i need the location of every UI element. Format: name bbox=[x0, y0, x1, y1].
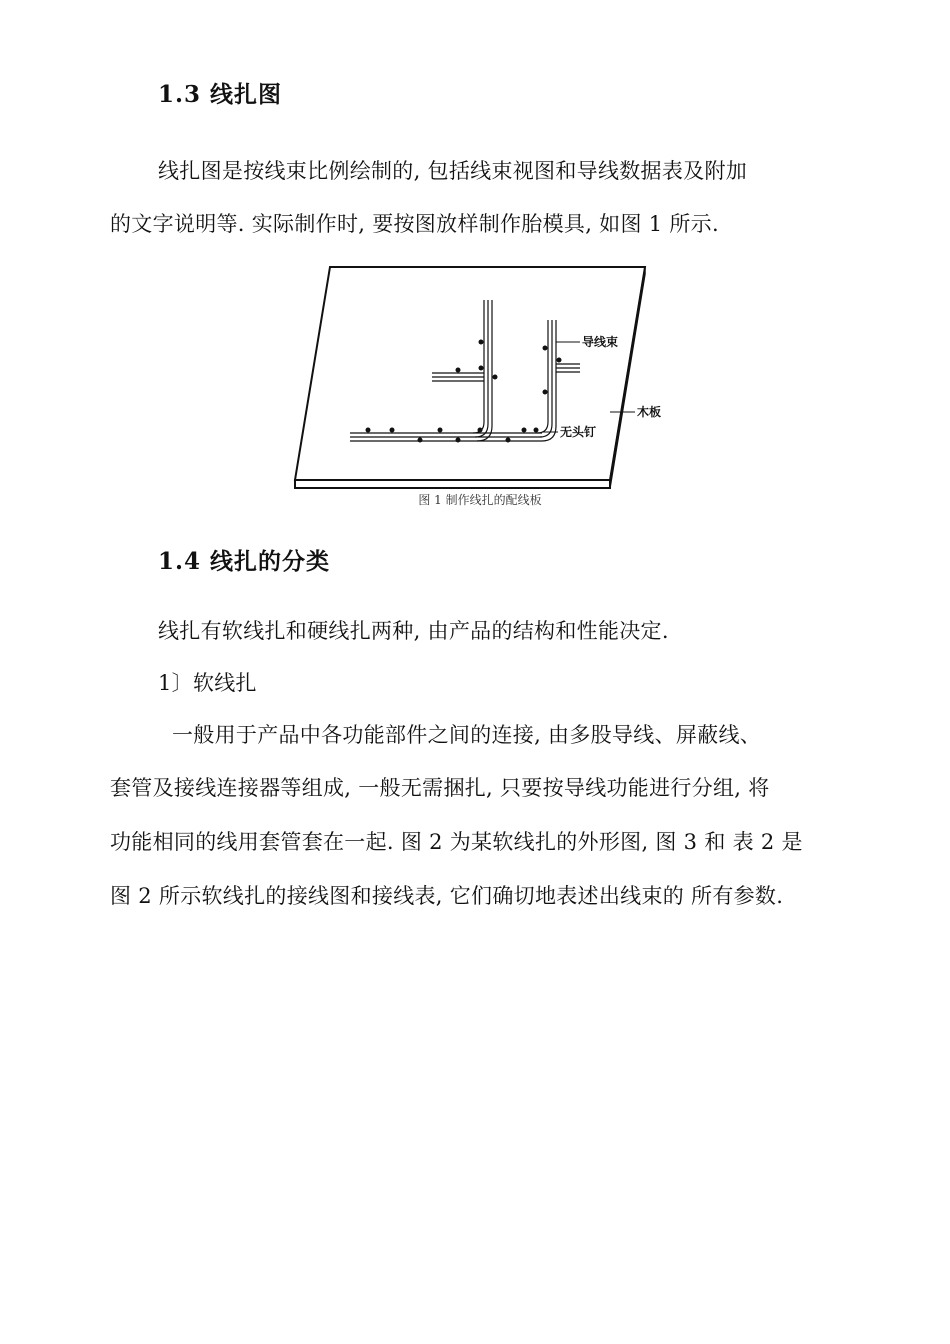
paragraph-line: 线扎图是按线束比例绘制的, 包括线束视图和导线数据表及附加 bbox=[158, 159, 748, 183]
paragraph-line: 一般用于产品中各功能部件之间的连接, 由多股导线、屏蔽线、 bbox=[172, 723, 762, 747]
list-item-title: 1〕软线扎 bbox=[158, 671, 257, 695]
figure-caption: 图 1 制作线扎的配线板 bbox=[418, 493, 542, 507]
harness-label: 导线束 bbox=[582, 335, 619, 349]
figure-wiring-board bbox=[280, 262, 670, 492]
paragraph-line: 图 2 所示软线扎的接线图和接线表, 它们确切地表述出线束的 所有参数. bbox=[110, 884, 784, 908]
wiring-board-illustration bbox=[280, 262, 670, 492]
paragraph-line: 的文字说明等. 实际制作时, 要按图放样制作胎模具, 如图 1 所示. bbox=[110, 212, 719, 236]
paragraph-line: 套管及接线连接器等组成, 一般无需捆扎, 只要按导线功能进行分组, 将 bbox=[110, 776, 770, 800]
nail-label: 无头钉 bbox=[560, 425, 597, 439]
board-front-edge bbox=[295, 480, 610, 488]
board-label: 木板 bbox=[637, 405, 662, 419]
paragraph-line: 功能相同的线用套管套在一起. 图 2 为某软线扎的外形图, 图 3 和 表 2 是 bbox=[110, 830, 803, 854]
section-heading-1-3: 1.3 线扎图 bbox=[158, 81, 283, 108]
paragraph-line: 线扎有软线扎和硬线扎两种, 由产品的结构和性能决定. bbox=[158, 619, 669, 643]
section-heading-1-4: 1.4 线扎的分类 bbox=[158, 548, 331, 575]
